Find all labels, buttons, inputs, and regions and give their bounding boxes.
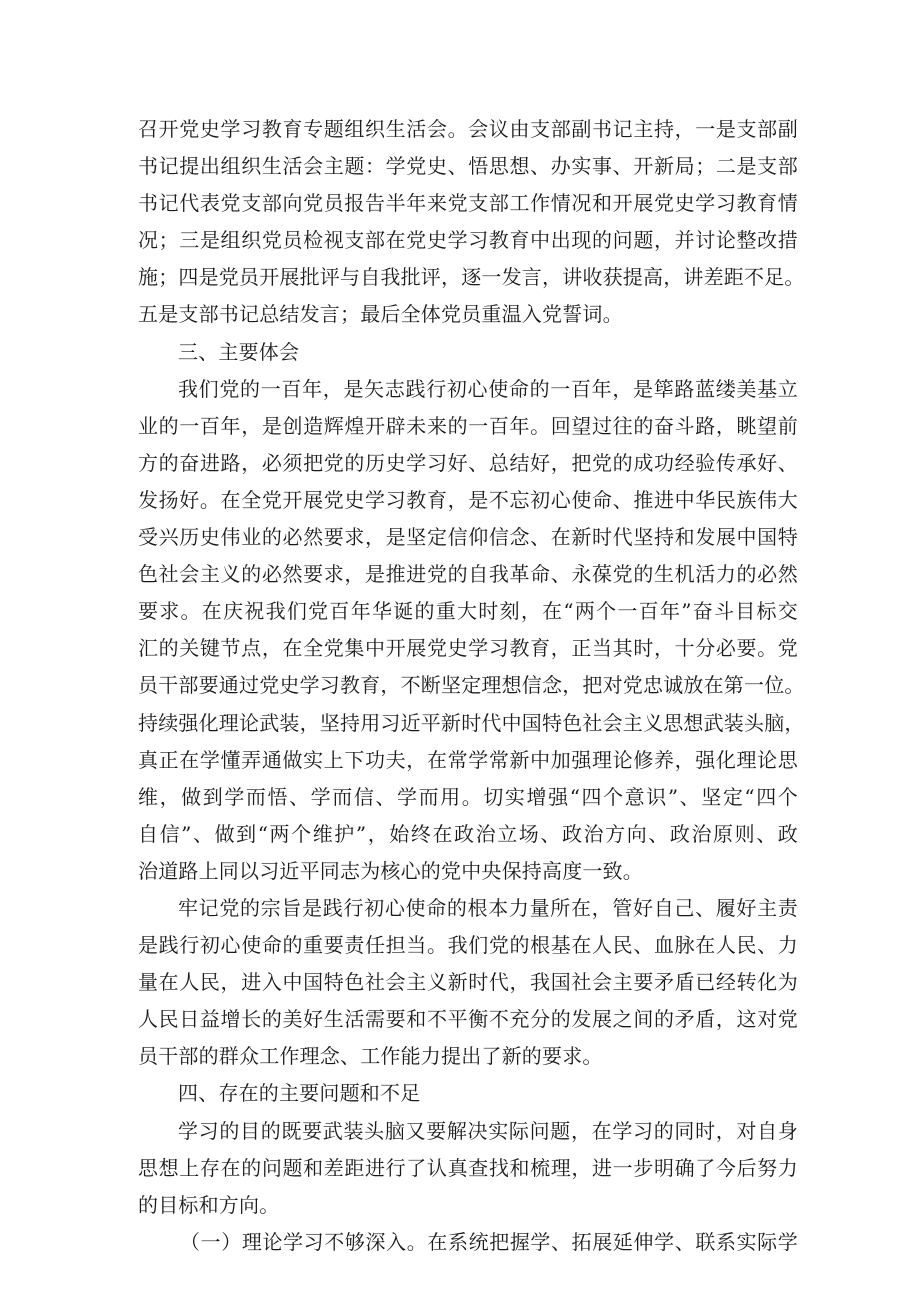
paragraph-line: 自信”、做到“两个维护”，始终在政治立场、政治方向、政治原则、政 (138, 821, 798, 846)
paragraph-line: 发扬好。在全党开展党史学习教育，是不忘初心使命、推进中华民族伟大 (138, 487, 798, 512)
paragraph-line: 员干部的群众工作理念、工作能力提出了新的要求。 (138, 1044, 603, 1069)
paragraph-line: 受兴历史伟业的必然要求，是坚定信仰信念、在新时代坚持和发展中国特 (138, 525, 798, 550)
paragraph-line: 业的一百年，是创造辉煌开辟未来的一百年。回望过往的奋斗路，眺望前 (138, 413, 798, 438)
paragraph-line: 方的奋进路，必须把党的历史学习好、总结好，把党的成功经验传承好、 (138, 450, 798, 475)
paragraph-line: 是践行初心使命的重要责任担当。我们党的根基在人民、血脉在人民、力 (138, 933, 798, 958)
paragraph-line: 五是支部书记总结发言；最后全体党员重温入党誓词。 (138, 302, 623, 327)
paragraph-line: 书记代表党支部向党员报告半年来党支部工作情况和开展党史学习教育情 (138, 191, 798, 216)
paragraph-line: 况；三是组织党员检视支部在党史学习教育中出现的问题，并讨论整改措 (138, 228, 798, 253)
paragraph-line: 我们党的一百年，是矢志践行初心使命的一百年，是筚路蓝缕美基立 (178, 376, 798, 401)
paragraph-line: 学习的目的既要武装头脑又要解决实际问题，在学习的同时，对自身 (178, 1118, 798, 1143)
section-heading: 四、存在的主要问题和不足 (178, 1081, 421, 1106)
paragraph-line: 持续强化理论武装，坚持用习近平新时代中国特色社会主义思想武装头脑， (138, 710, 805, 735)
paragraph-line: 治道路上同以习近平同志为核心的党中央保持高度一致。 (138, 858, 643, 883)
paragraph-line: 人民日益增长的美好生活需要和不平衡不充分的发展之间的矛盾，这对党 (138, 1007, 798, 1032)
paragraph-line: 的目标和方向。 (138, 1192, 280, 1217)
document-body (138, 111, 805, 1261)
section-heading: 三、主要体会 (178, 339, 300, 364)
paragraph-line: 牢记党的宗旨是践行初心使命的根本力量所在，管好自己、履好主责 (178, 895, 798, 920)
paragraph-line: 要求。在庆祝我们党百年华诞的重大时刻，在“两个一百年”奋斗目标交 (138, 599, 798, 624)
paragraph-line: 施；四是党员开展批评与自我批评，逐一发言，讲收获提高，讲差距不足。 (138, 265, 805, 290)
paragraph-line: 色社会主义的必然要求，是推进党的自我革命、永葆党的生机活力的必然 (138, 562, 798, 587)
paragraph-line: 员干部要通过党史学习教育，不断坚定理想信念，把对党忠诚放在第一位。 (138, 673, 805, 698)
paragraph-line: 真正在学懂弄通做实上下功夫，在常学常新中加强理论修养，强化理论思 (138, 747, 798, 772)
paragraph-line: 召开党史学习教育专题组织生活会。会议由支部副书记主持，一是支部副 (138, 117, 798, 141)
subsection-heading: （一）理论学习不够深入。在系统把握学、拓展延伸学、联系实际学 (180, 1229, 798, 1254)
paragraph-line: 维，做到学而悟、学而信、学而用。切实增强“四个意识”、坚定“四个 (138, 784, 798, 809)
paragraph-line: 汇的关键节点，在全党集中开展党史学习教育，正当其时，十分必要。党 (138, 636, 798, 661)
paragraph-line: 书记提出组织生活会主题：学党史、悟思想、办实事、开新局；二是支部 (138, 154, 798, 179)
paragraph-line: 思想上存在的问题和差距进行了认真查找和梳理，进一步明确了今后努力 (138, 1155, 798, 1180)
paragraph-line: 量在人民，进入中国特色社会主义新时代，我国社会主要矛盾已经转化为 (138, 970, 798, 995)
